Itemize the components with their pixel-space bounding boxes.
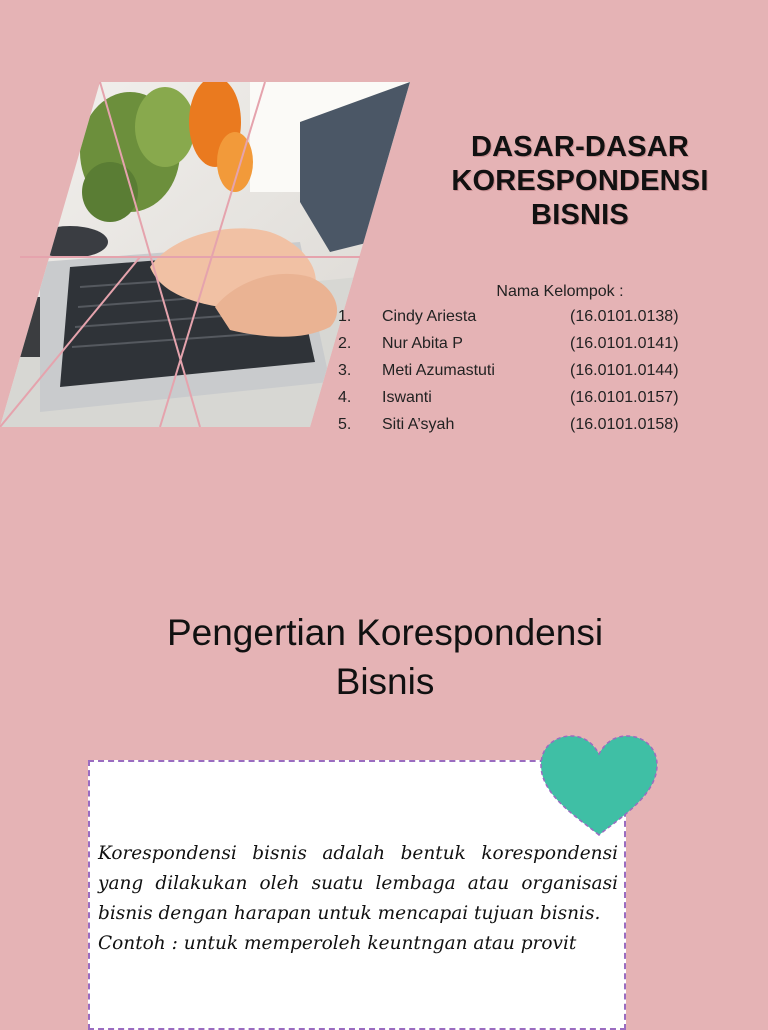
definition-text (98, 839, 618, 959)
example-text: Contoh : untuk memperoleh keuntngan atau provit (98, 933, 577, 954)
member-id: (16.0101.0144) (570, 362, 679, 379)
title-line: DASAR-DASAR (470, 131, 690, 163)
member-name: Iswanti (382, 389, 432, 406)
slide1-title (415, 130, 745, 232)
member-number: 2. (338, 335, 352, 352)
group-heading: Nama Kelompok : (496, 283, 624, 300)
slide2-title (90, 608, 680, 706)
member-id: (16.0101.0157) (570, 389, 679, 406)
title-line: KORESPONDENSI (451, 165, 709, 197)
member-name: Cindy Ariesta (382, 308, 477, 325)
member-number: 1. (338, 308, 352, 325)
title-line: Pengertian Korespondensi (166, 612, 604, 653)
heart-icon (537, 733, 661, 839)
member-name: Nur Abita P (382, 335, 463, 352)
member-name: Meti Azumastuti (382, 362, 495, 379)
member-number: 4. (338, 389, 352, 406)
member-number: 5. (338, 416, 352, 433)
title-line: BISNIS (531, 199, 629, 231)
member-name: Siti A’syah (382, 416, 455, 433)
member-id: (16.0101.0158) (570, 416, 679, 433)
member-id: (16.0101.0138) (570, 308, 679, 325)
definition-paragraph: Korespondensi bisnis adalah bentuk korespondensi yang dilakukan oleh suatu lembaga atau organisasi bisnis dengan harapan untuk mencapai tujuan bisnis. (98, 843, 618, 924)
member-id: (16.0101.0141) (570, 335, 679, 352)
member-number: 3. (338, 362, 352, 379)
title-line: Bisnis (335, 661, 435, 702)
